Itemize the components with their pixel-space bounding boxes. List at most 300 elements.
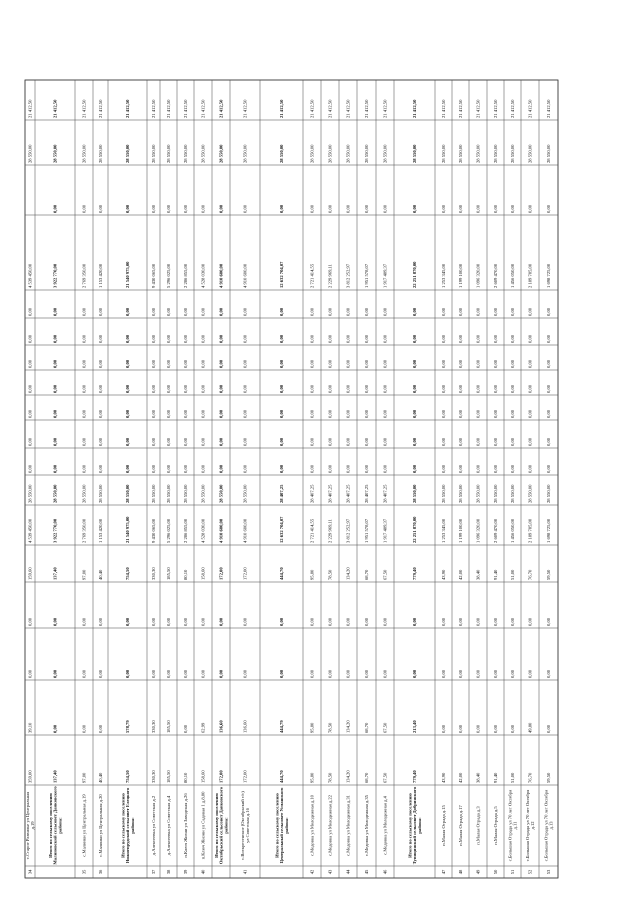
address-cell: с.Малинки ул Центральная д.19 (81, 794, 87, 857)
value-cell: 0,00 (183, 307, 189, 316)
value-cell: 80,10 (183, 569, 189, 580)
value-cell: 3 812 252,97 (345, 263, 351, 288)
value-cell: 28 550,00 (242, 484, 248, 503)
value-cell: 0,00 (345, 437, 351, 446)
value-cell: 0,00 (327, 464, 333, 473)
value-cell: 21 412,50 (242, 99, 248, 118)
value-cell: 67,50 (382, 569, 388, 580)
value-cell: 0,00 (151, 409, 157, 418)
value-cell: 2 721 414,55 (309, 518, 315, 543)
value-cell: 0,00 (441, 334, 447, 343)
value-cell: 0,00 (52, 334, 58, 343)
value-cell: 21 412,50 (345, 99, 351, 118)
value-cell: 0,00 (327, 617, 333, 626)
value-cell: 0,00 (475, 334, 481, 343)
value-cell: 0,00 (546, 307, 552, 316)
value-cell: 0,00 (27, 307, 33, 316)
value-cell: 0,00 (441, 437, 447, 446)
value-cell: 0,00 (200, 669, 206, 678)
value-cell: 2 609 470,00 (493, 263, 499, 288)
value-cell: 0,00 (218, 464, 224, 473)
value-cell: 28 550,00 (200, 144, 206, 163)
value-cell: 0,00 (27, 359, 33, 368)
value-cell: 0,00 (510, 359, 516, 368)
value-cell: 0,00 (166, 409, 172, 418)
value-cell: 21 412,50 (125, 99, 131, 118)
value-cell: 40 (200, 869, 206, 875)
value-cell: 28 550,00 (441, 484, 447, 503)
value-cell: 330,30 (151, 567, 157, 580)
value-cell: 0,00 (98, 384, 104, 393)
value-cell: 76,70 (527, 569, 533, 580)
value-cell: 0,00 (364, 437, 370, 446)
address-cell: п.Малая Отрада д.15 (441, 805, 447, 846)
value-cell: 67,50 (382, 772, 388, 783)
value-cell: 0,00 (412, 437, 418, 446)
value-cell: 0,00 (441, 359, 447, 368)
value-cell: 21 412,50 (458, 99, 464, 118)
value-cell: 0,00 (200, 307, 206, 316)
value-cell: 28 550,00 (527, 484, 533, 503)
value-cell: 0,00 (475, 204, 481, 213)
value-cell: 0,00 (458, 359, 464, 368)
value-cell: 0,00 (327, 307, 333, 316)
value-cell: 21 412,50 (183, 99, 189, 118)
value-cell: 0,00 (510, 617, 516, 626)
value-cell: 51 (510, 869, 516, 875)
value-cell: 0,00 (52, 359, 58, 368)
value-cell: 0,00 (364, 669, 370, 678)
value-cell: 0,00 (382, 334, 388, 343)
value-cell: 0,00 (125, 359, 131, 368)
address-cell: Итого по сельскому поселениюНижнепрудский сельсовет Елецкогорайона: (120, 787, 135, 864)
value-cell: 9 430 065,00 (151, 518, 157, 543)
value-cell: 0,00 (412, 204, 418, 213)
value-cell: 28 550,00 (218, 144, 224, 163)
address-cell: с.Большая Отрада ул 70 лет Октябряд.12 (525, 789, 536, 862)
value-cell: 41 (242, 869, 248, 875)
value-cell: 578,79 (125, 720, 131, 733)
value-cell: 185,50 (166, 567, 172, 580)
value-cell: 0,00 (309, 409, 315, 418)
value-cell: 0,00 (382, 204, 388, 213)
value-cell: 21 412,50 (200, 99, 206, 118)
value-cell: 0,00 (242, 409, 248, 418)
value-cell: 0,00 (27, 437, 33, 446)
value-cell: 21 412,50 (412, 99, 418, 118)
value-cell: 0,00 (279, 384, 285, 393)
value-cell: 0,00 (441, 617, 447, 626)
value-cell: 9 430 065,00 (151, 263, 157, 288)
value-cell: 0,00 (151, 384, 157, 393)
address-cell: с.Старое Развилье ул Центральнаяд.19 (25, 791, 36, 860)
value-cell: 0,00 (98, 307, 104, 316)
value-cell: 0,00 (475, 307, 481, 316)
value-cell: 0,00 (412, 334, 418, 343)
value-cell: 40,40 (98, 569, 104, 580)
value-cell: 0,00 (242, 464, 248, 473)
value-cell: 0,00 (52, 307, 58, 316)
value-cell: 0,00 (151, 464, 157, 473)
value-cell: 28 550,00 (242, 144, 248, 163)
value-cell: 97,00 (81, 772, 87, 783)
value-cell: 0,00 (364, 464, 370, 473)
value-cell: 21 412,50 (166, 99, 172, 118)
value-cell: 28 550,00 (218, 484, 224, 503)
value-cell: 0,00 (98, 617, 104, 626)
value-cell: 45 (364, 869, 370, 875)
value-cell: 0,00 (125, 669, 131, 678)
value-cell: 0,00 (546, 437, 552, 446)
value-cell: 0,00 (364, 204, 370, 213)
value-cell: 62,99 (200, 722, 206, 733)
value-cell: 1 096 320,00 (475, 263, 481, 288)
value-cell: 0,00 (345, 334, 351, 343)
value-cell: 0,00 (510, 384, 516, 393)
value-cell: 0,00 (412, 617, 418, 626)
value-cell: 444,70 (279, 567, 285, 580)
value-cell: 0,00 (242, 617, 248, 626)
value-cell: 21 412,50 (52, 99, 58, 118)
value-cell: 4 910 600,00 (218, 518, 224, 543)
value-cell: 0,00 (218, 384, 224, 393)
value-cell: 28 550,00 (125, 144, 131, 163)
value-cell: 0,00 (279, 464, 285, 473)
value-cell: 43,90 (441, 772, 447, 783)
value-cell: 0,00 (546, 359, 552, 368)
value-cell: 97,00 (81, 569, 87, 580)
value-cell: 34 (27, 869, 33, 875)
value-cell: 28 550,00 (52, 484, 58, 503)
value-cell: 0,00 (81, 307, 87, 316)
value-cell: 0,00 (309, 307, 315, 316)
value-cell: 330,30 (151, 720, 157, 733)
value-cell: 21 540 975,00 (125, 516, 131, 543)
value-cell: 21 540 975,00 (125, 261, 131, 288)
value-cell: 134,20 (345, 720, 351, 733)
value-cell: 0,00 (279, 359, 285, 368)
value-cell: 1 456 050,00 (510, 263, 516, 288)
value-cell: 0,00 (458, 437, 464, 446)
value-cell: 0,00 (493, 437, 499, 446)
value-cell: 0,00 (52, 669, 58, 678)
value-cell: 37 (151, 869, 157, 875)
value-cell: 0,00 (412, 669, 418, 678)
value-cell: 59,50 (546, 772, 552, 783)
value-cell: 0,00 (546, 204, 552, 213)
value-cell: 0,00 (458, 464, 464, 473)
value-cell: 21 412,50 (98, 99, 104, 118)
value-cell: 59,50 (546, 569, 552, 580)
value-cell: 1 153 420,00 (98, 263, 104, 288)
value-cell: 21 412,50 (218, 99, 224, 118)
value-cell: 134,20 (345, 567, 351, 580)
value-cell: 0,00 (345, 464, 351, 473)
value-cell: 0,00 (493, 669, 499, 678)
value-cell: 0,00 (125, 384, 131, 393)
value-cell: 0,00 (27, 617, 33, 626)
value-cell: 0,00 (382, 464, 388, 473)
value-cell: 0,00 (327, 437, 333, 446)
value-cell: 0,00 (309, 334, 315, 343)
address-cell: д.Алексеевка ул Советская д.4 (166, 795, 172, 856)
value-cell: 754,50 (125, 567, 131, 580)
value-cell: 0,00 (166, 669, 172, 678)
value-cell: 444,79 (279, 720, 285, 733)
address-cell: с.Большая Отрада ул 70 лет Октябряд.11 (507, 789, 518, 862)
value-cell: 0,00 (166, 359, 172, 368)
value-cell: 0,00 (364, 359, 370, 368)
value-cell: 91,40 (493, 569, 499, 580)
value-cell: 0,00 (151, 334, 157, 343)
value-cell: 0,00 (242, 334, 248, 343)
value-cell: 1 456 050,00 (510, 518, 516, 543)
value-cell: 0,00 (475, 724, 481, 733)
value-cell: 1 253 345,00 (441, 518, 447, 543)
value-cell: 0,00 (546, 334, 552, 343)
value-cell: 0,00 (52, 617, 58, 626)
value-cell: 28 550,00 (412, 144, 418, 163)
address-cell: п.Малая Отрада д.17 (458, 805, 464, 846)
value-cell: 0,00 (382, 384, 388, 393)
value-cell: 28 550,00 (546, 484, 552, 503)
address-cell: Итого по сельскому поселениюМалиновский сельсовет Данковскогорайона: (47, 786, 63, 865)
value-cell: 0,00 (458, 307, 464, 316)
value-cell: 28 550,00 (527, 144, 533, 163)
address-cell: с.Медовка ул Молодежная д.10 (309, 795, 315, 856)
value-cell: 2 769 350,00 (81, 518, 87, 543)
value-cell: 0,00 (151, 437, 157, 446)
value-cell: 0,00 (166, 464, 172, 473)
address-cell: Итого по сельскому поселениюТупицинский сельсовет Добринскогорайона: (407, 786, 422, 865)
value-cell: 0,00 (441, 204, 447, 213)
value-cell: 76,70 (527, 772, 533, 783)
value-cell: 0,00 (200, 384, 206, 393)
value-cell: 28 550,00 (475, 484, 481, 503)
value-cell: 0,00 (382, 409, 388, 418)
value-cell: 0,00 (81, 724, 87, 733)
value-cell: 12 632 704,07 (279, 261, 285, 288)
value-cell: 47 (441, 869, 447, 875)
value-cell: 1 199 100,00 (458, 518, 464, 543)
value-cell: 2 286 855,00 (183, 518, 189, 543)
value-cell: 0,00 (125, 617, 131, 626)
value-cell: 0,00 (279, 334, 285, 343)
value-cell: 67,50 (382, 722, 388, 733)
value-cell: 0,00 (242, 204, 248, 213)
value-cell: 0,00 (309, 669, 315, 678)
value-cell: 0,00 (279, 617, 285, 626)
value-cell: 0,00 (125, 204, 131, 213)
value-cell: 0,00 (309, 384, 315, 393)
value-cell: 0,00 (441, 724, 447, 733)
value-cell: 0,00 (183, 409, 189, 418)
value-cell: 0,00 (166, 617, 172, 626)
value-cell: 0,00 (345, 359, 351, 368)
value-cell: 0,00 (510, 409, 516, 418)
value-cell: 1 153 420,00 (98, 518, 104, 543)
value-cell: 0,00 (412, 464, 418, 473)
value-cell: 0,00 (27, 409, 33, 418)
value-cell: 213,40 (412, 720, 418, 733)
value-cell: 2 721 414,55 (309, 263, 315, 288)
value-cell: 28 550,00 (493, 144, 499, 163)
value-cell: 22 251 870,00 (412, 261, 418, 288)
value-cell: 172,00 (242, 567, 248, 580)
address-cell: с.Воскресенское (Октябрьский с/с)ул Советская д.16 (240, 791, 251, 860)
address-cell: п.Малая Отрада д.5 (493, 806, 499, 845)
value-cell: 3 922 770,00 (52, 518, 58, 543)
value-cell: 28 550,00 (458, 484, 464, 503)
value-cell: 28 407,25 (327, 484, 333, 503)
value-cell: 0,00 (309, 617, 315, 626)
value-cell: 444,70 (279, 770, 285, 783)
value-cell: 4 539 450,00 (27, 263, 33, 288)
value-cell: 2 229 969,11 (327, 264, 333, 288)
value-cell: 0,00 (309, 437, 315, 446)
value-cell: 0,00 (493, 384, 499, 393)
value-cell: 0,00 (183, 464, 189, 473)
value-cell: 0,00 (166, 437, 172, 446)
value-cell: 0,00 (493, 359, 499, 368)
value-cell: 0,00 (242, 307, 248, 316)
value-cell: 28 550,00 (309, 144, 315, 163)
value-cell: 134,20 (345, 770, 351, 783)
value-cell: 2 609 470,00 (493, 518, 499, 543)
value-cell: 137,40 (52, 770, 58, 783)
value-cell: 0,00 (458, 617, 464, 626)
value-cell: 28 550,00 (279, 144, 285, 163)
value-cell: 0,00 (81, 669, 87, 678)
value-cell: 0,00 (327, 204, 333, 213)
table-frame (25, 80, 558, 878)
value-cell: 0,00 (200, 437, 206, 446)
value-cell: 38,40 (475, 569, 481, 580)
value-cell: 0,00 (200, 409, 206, 418)
value-cell: 0,00 (345, 307, 351, 316)
value-cell: 28 550,00 (475, 144, 481, 163)
value-cell: 0,00 (200, 617, 206, 626)
value-cell: 0,00 (81, 204, 87, 213)
value-cell: 2 189 785,00 (527, 263, 533, 288)
value-cell: 172,00 (218, 567, 224, 580)
value-cell: 0,00 (475, 464, 481, 473)
value-cell: 0,00 (458, 334, 464, 343)
value-cell: 0,00 (98, 669, 104, 678)
value-cell: 0,00 (242, 384, 248, 393)
value-cell: 0,00 (382, 307, 388, 316)
value-cell: 1 951 578,07 (364, 518, 370, 543)
value-cell: 0,00 (527, 359, 533, 368)
value-cell: 0,00 (364, 334, 370, 343)
value-cell: 0,00 (183, 384, 189, 393)
value-cell: 0,00 (527, 204, 533, 213)
value-cell: 28 407,25 (279, 484, 285, 503)
value-cell: 0,00 (475, 409, 481, 418)
value-cell: 0,00 (345, 204, 351, 213)
value-cell: 0,00 (412, 359, 418, 368)
value-cell: 0,00 (458, 409, 464, 418)
address-cell: с.Медовка ул Молодежная д.22 (327, 795, 333, 856)
value-cell: 0,00 (218, 307, 224, 316)
value-cell: 0,00 (475, 617, 481, 626)
value-cell: 0,00 (475, 359, 481, 368)
value-cell: 28 550,00 (510, 144, 516, 163)
value-cell: 28 407,25 (309, 484, 315, 503)
value-cell: 28 550,00 (27, 484, 33, 503)
value-cell: 51,00 (510, 569, 516, 580)
value-cell: 21 412,50 (27, 99, 33, 118)
value-cell: 0,00 (412, 409, 418, 418)
value-cell: 21 412,50 (441, 99, 447, 118)
value-cell: 0,00 (81, 464, 87, 473)
value-cell: 0,00 (441, 307, 447, 316)
value-cell: 78,50 (327, 569, 333, 580)
value-cell: 1 253 345,00 (441, 263, 447, 288)
value-cell: 0,00 (527, 437, 533, 446)
value-cell: 158,60 (200, 770, 206, 783)
value-cell: 0,00 (218, 204, 224, 213)
value-cell: 28 550,00 (510, 484, 516, 503)
value-cell: 43 (327, 869, 333, 875)
value-cell: 3 812 252,97 (345, 518, 351, 543)
value-cell: 2 189 785,00 (527, 518, 533, 543)
value-cell: 359,00 (27, 770, 33, 783)
value-cell: 0,00 (458, 384, 464, 393)
value-cell: 39 (183, 869, 189, 875)
value-cell: 0,00 (218, 669, 224, 678)
value-cell: 779,40 (412, 770, 418, 783)
value-cell: 91,40 (493, 772, 499, 783)
value-cell: 0,00 (493, 204, 499, 213)
value-cell: 52 (527, 869, 533, 875)
value-cell: 0,00 (81, 384, 87, 393)
value-cell: 0,00 (151, 359, 157, 368)
value-cell: 0,00 (98, 724, 104, 733)
value-cell: 0,00 (527, 669, 533, 678)
value-cell: 0,00 (279, 307, 285, 316)
value-cell: 4 910 600,00 (242, 518, 248, 543)
value-cell: 21 412,50 (546, 99, 552, 118)
value-cell: 0,00 (279, 669, 285, 678)
value-cell: 0,00 (279, 204, 285, 213)
value-cell: 28 550,00 (458, 144, 464, 163)
address-cell: с.Большая Отрада ул 70 лет Октябряд.13 (543, 789, 554, 862)
value-cell: 21 412,50 (151, 99, 157, 118)
value-cell: 36 (98, 869, 104, 875)
value-cell: 0,00 (218, 359, 224, 368)
value-cell: 0,00 (382, 359, 388, 368)
value-cell: 0,00 (493, 334, 499, 343)
value-cell: 0,00 (327, 669, 333, 678)
value-cell: 0,00 (327, 384, 333, 393)
value-cell: 0,00 (345, 669, 351, 678)
value-cell: 0,00 (52, 409, 58, 418)
value-cell: 0,00 (364, 307, 370, 316)
value-cell: 0,00 (81, 617, 87, 626)
value-cell: 4 910 600,00 (242, 263, 248, 288)
value-cell: 1 917 489,37 (382, 518, 388, 543)
value-cell: 0,00 (242, 359, 248, 368)
value-cell: 1 698 725,00 (546, 518, 552, 543)
value-cell: 28 550,00 (98, 144, 104, 163)
value-cell: 21 412,50 (493, 99, 499, 118)
value-cell: 0,00 (52, 464, 58, 473)
value-cell: 0,00 (183, 724, 189, 733)
value-cell: 0,00 (458, 204, 464, 213)
value-cell: 68,70 (364, 569, 370, 580)
value-cell: 0,00 (493, 724, 499, 733)
